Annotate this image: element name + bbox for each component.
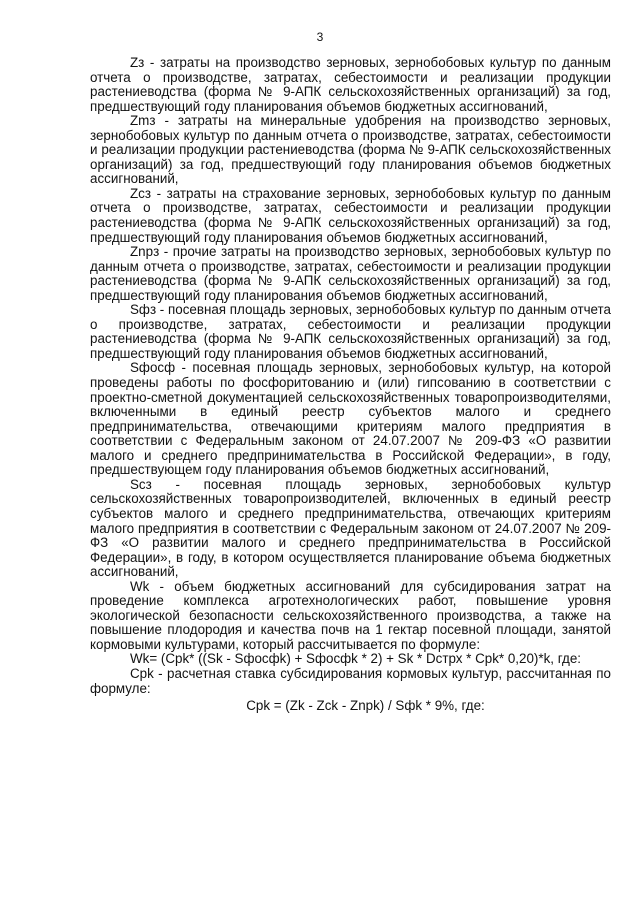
document-body xyxy=(90,56,611,714)
page-number: 3 xyxy=(316,30,324,44)
paragraph-znpz: Znpз - прочие затраты на производство зерновых, зернобобовых культур по данным отчета о производстве, затратах, себестоимости и реализации продукции растениеводства (форма № 9-АПК сельскохозяйственных организаций) за год, предшествующий году планирования объемов бюджетных ассигнований, xyxy=(90,244,611,303)
paragraph-sfosf: Sфосф - посевная площадь зерновых, зернобобовых культур, на которой проведены работы по фосфоритованию и (или) гипсованию в соответствии с проектно-сметной документацией сельскохозяйственных товаропроизводителями, включенными в единый реестр субъектов малого и среднего предпринимательства, отвечающими критериям малого предприятия в соответствии с Федеральным законом от 24.07.2007 № 209-ФЗ «О развитии малого и среднего предпринимательства в Российской Федерации», в году, предшествующем году планирования объемов бюджетных ассигнований, xyxy=(90,360,611,478)
paragraph-zz: Zз - затраты на производство зерновых, зернобобовых культур по данным отчета о производстве, затратах, себестоимости и реализации продукции растениеводства (форма № 9-АПК сельскохозяйственных организаций) за год, предшествующий году планирования объемов бюджетных ассигнований, xyxy=(90,55,611,114)
paragraph-cpk: Cpk - расчетная ставка субсидирования кормовых культур, рассчитанная по формуле: xyxy=(90,665,611,696)
formula-cpk: Cpk = (Zk - Zck - Znpk) / Sфk * 9%, где: xyxy=(246,698,485,714)
paragraph-scz: Scз - посевная площадь зерновых, зернобобовых культур сельскохозяйственных товаропроизводителей, включенных в единый реестр субъектов малого и среднего предпринимательства, отвечающих критериям малого предприятия в соответствии с Федеральным законом от 24.07.2007 № 209-ФЗ «О развитии малого и среднего предпринимательства в Российской Федерации», в году, в котором осуществляется планирование объема бюджетных ассигнований, xyxy=(90,476,611,580)
paragraph-sfz: Sфз - посевная площадь зерновых, зернобобовых культур по данным отчета о производстве, затратах, себестоимости и реализации продукции растениеводства (форма № 9-АПК сельскохозяйственных организаций) за год, предшествующий году планирования объемов бюджетных ассигнований, xyxy=(90,302,611,361)
formula-wk: Wk= (Cpk* ((Sk - Sфосфk) + Sфосфk * 2) + Sk * Dстрх * Cpk* 0,20)*k, где: xyxy=(130,651,581,667)
paragraph-wk: Wk - объем бюджетных ассигнований для субсидирования затрат на проведение комплекса агротехнологических работ, повышение уровня экологической безопасности сельскохозяйственного производства, а также на повышение плодородия и качества почв на 1 гектар посевной площади, занятой кормовыми культурами, который рассчитывается по формуле: xyxy=(90,578,611,652)
paragraph-zmz: Zmз - затраты на минеральные удобрения на производство зерновых, зернобобовых культур по данным отчета о производстве, затратах, себестоимости и реализации продукции растениеводства (форма № 9-АПК сельскохозяйственных организаций) за год, предшествующий году планирования объемов бюджетных ассигнований, xyxy=(90,113,611,187)
paragraph-zcz: Zcз - затраты на страхование зерновых, зернобобовых культур по данным отчета о производстве, затратах, себестоимости и реализации продукции растениеводства (форма № 9-АПК сельскохозяйственных организаций) за год, предшествующий году планирования объемов бюджетных ассигнований, xyxy=(90,185,611,245)
